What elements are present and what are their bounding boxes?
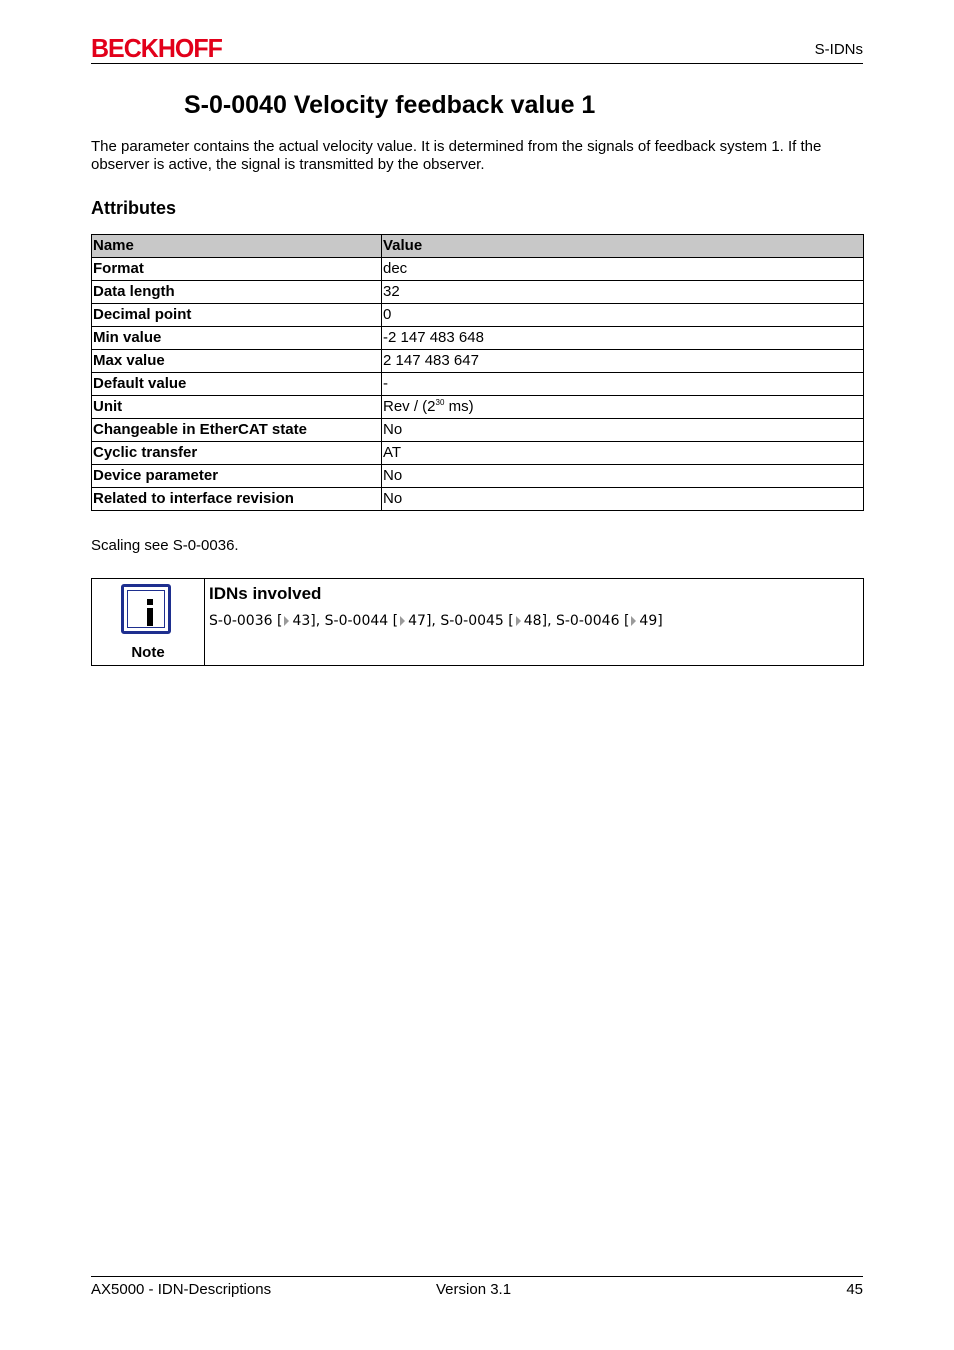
attributes-heading: Attributes — [91, 198, 176, 218]
table-row — [92, 304, 864, 327]
attribute-value: 32 — [382, 281, 864, 304]
footer-divider — [91, 1276, 863, 1277]
section-label: S-IDNs — [814, 41, 863, 58]
beckhoff-logo: BECKHOFF — [91, 34, 222, 64]
attribute-value: 2 147 483 647 — [382, 350, 864, 373]
note-references: S-0-0036 [ 43], S-0-0044 [ 47], S-0-0045 [ 48], S-0-0046 [ 49] — [209, 613, 663, 629]
attribute-value: dec — [382, 258, 864, 281]
page-arrow-icon — [284, 616, 289, 626]
note-label: Note — [131, 644, 165, 661]
attribute-name: Device parameter — [92, 465, 382, 488]
table-row — [92, 258, 864, 281]
page-title: S-0-0040 Velocity feedback value 1 — [184, 91, 596, 119]
table-row — [92, 442, 864, 465]
column-header-name: Name — [92, 235, 382, 258]
attribute-name: Min value — [92, 327, 382, 350]
table-row — [92, 488, 864, 511]
description-paragraph: The parameter contains the actual velocity value. It is determined from the signals of feedback system 1. If the observer is active, the signal is transmitted by the observer. — [91, 138, 822, 173]
attributes-table — [91, 234, 864, 511]
attribute-name: Max value — [92, 350, 382, 373]
attribute-name: Decimal point — [92, 304, 382, 327]
attribute-name: Changeable in EtherCAT state — [92, 419, 382, 442]
idn-link-s-0-0045[interactable]: S-0-0045 [ 48] — [440, 613, 548, 629]
attribute-value: No — [382, 465, 864, 488]
page-arrow-icon — [400, 616, 405, 626]
attribute-value: No — [382, 488, 864, 511]
idn-link-s-0-0046[interactable]: S-0-0046 [ 49] — [555, 613, 663, 629]
attribute-value: 0 — [382, 304, 864, 327]
attribute-name: Format — [92, 258, 382, 281]
attribute-name: Default value — [92, 373, 382, 396]
page-number: 45 — [846, 1281, 863, 1298]
attribute-name: Cyclic transfer — [92, 442, 382, 465]
footer-document-name: AX5000 - IDN-Descriptions — [91, 1281, 272, 1298]
footer-version: Version 3.1 — [436, 1281, 512, 1298]
attribute-value: AT — [382, 442, 864, 465]
table-row — [92, 281, 864, 304]
table-row — [92, 465, 864, 488]
table-row — [92, 373, 864, 396]
attribute-name: Unit — [92, 396, 382, 419]
page-arrow-icon — [516, 616, 521, 626]
header-divider — [91, 63, 863, 64]
unit-exponent: 30 — [435, 398, 445, 407]
attribute-name: Data length — [92, 281, 382, 304]
note-title: IDNs involved — [209, 584, 322, 603]
note-icon-cell — [92, 579, 205, 665]
scaling-note: Scaling see S-0-0036. — [91, 537, 239, 554]
idn-link-s-0-0036[interactable]: S-0-0036 [ 43] — [209, 613, 316, 629]
table-header-row — [92, 235, 864, 258]
table-row — [92, 396, 864, 419]
table-row — [92, 327, 864, 350]
note-box — [91, 578, 864, 666]
attribute-value-unit — [382, 396, 864, 419]
column-header-value: Value — [382, 235, 864, 258]
page-arrow-icon — [631, 616, 636, 626]
attribute-value: - — [382, 373, 864, 396]
attribute-value: -2 147 483 648 — [382, 327, 864, 350]
attribute-name: Related to interface revision — [92, 488, 382, 511]
table-row — [92, 350, 864, 373]
table-row — [92, 419, 864, 442]
attribute-value: No — [382, 419, 864, 442]
idn-link-s-0-0044[interactable]: S-0-0044 [ 47] — [324, 613, 432, 629]
unit-prefix: Rev / (2 — [383, 398, 436, 415]
unit-suffix: ms) — [444, 398, 474, 415]
info-icon — [121, 584, 171, 634]
